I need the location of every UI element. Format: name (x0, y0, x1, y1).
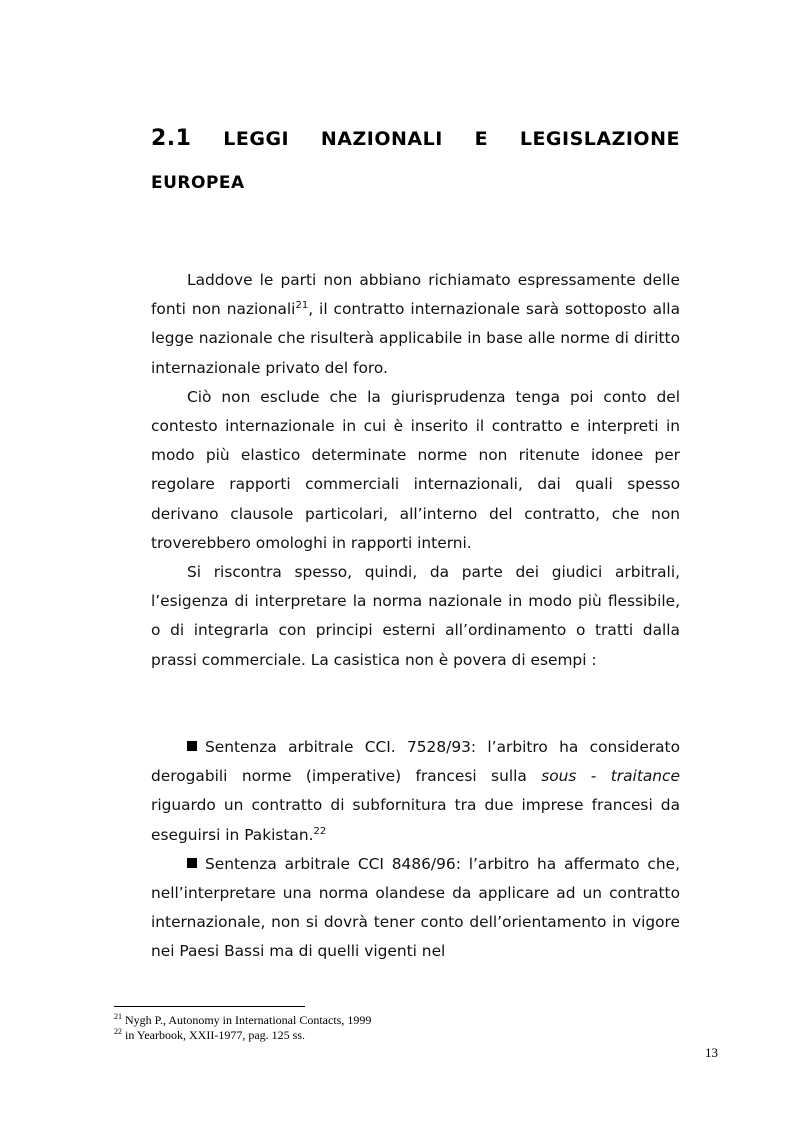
bullet-square-icon (187, 858, 197, 868)
heading-word-1: LEGGI (223, 128, 290, 150)
bullet-square-icon (187, 741, 197, 751)
heading-word-4: LEGISLAZIONE (519, 128, 680, 150)
section-heading (151, 126, 680, 151)
section-heading-continuation: EUROPEA (151, 173, 245, 193)
heading-word-3: E (474, 128, 489, 150)
paragraph-2: Ciò non esclude che la giurisprudenza tenga poi conto del contesto internazionale in cui è inserito il contratto e interpreti in modo più elastico determinate norme non ritenute idonee per regolare rapporti commerciali internazionali, dai quali spesso derivano clausole particolari, all’interno del contratto, che non troverebbero omologhi in rapporti interni. (151, 387, 680, 552)
page-number: 13 (705, 1045, 718, 1060)
footnote-ref-22[interactable]: 22 (313, 825, 327, 837)
footnote-22: $^{22}$ in Yearbook, XXII-1977, pag. 125 ss. (114, 1027, 305, 1042)
list-item: Sentenza arbitrale CCI. 7528/93: l’arbitro ha considerato derogabili norme (imperative) francesi sulla sous - traitance riguardo un contratto di subfornitura tra due imprese francesi da eseguirsi in Pakistan.$^{22}$ (151, 738, 680, 844)
paragraph-3: Si riscontra spesso, quindi, da parte dei giudici arbitrali, l’esigenza di interpretare la norma nazionale in modo più flessibile, o di integrarla con principi esterni all’ordinamento o tratti dalla prassi commerciale. La casistica non è povera di esempi : (151, 563, 680, 669)
footnote-divider (114, 1006, 305, 1007)
footnote-21: $^{21}$ Nygh P., Autonomy in International Contacts, 1999 (114, 1012, 372, 1027)
footnotes (114, 1013, 674, 1043)
heading-word-2: NAZIONALI (320, 128, 443, 150)
body-paragraphs (151, 266, 680, 675)
section-number: 2.1 (151, 126, 192, 151)
paragraph-1: Laddove le parti non abbiano richiamato espressamente delle fonti non nazionali$^{21}$, il contratto internazionale sarà sottoposto alla legge nazionale che risulterà applicabile in base alle norme di diritto internazionale privato del foro. (151, 271, 680, 377)
list-item: Sentenza arbitrale CCI 8486/96: l’arbitro ha affermato che, nell’interpretare una norma olandese da applicare ad un contratto internazionale, non si dovrà tener conto dell’orientamento in vigore nei Paesi Bassi ma di quelli vigenti nel (151, 854, 680, 961)
bullet-list (151, 733, 680, 967)
footnote-ref-21[interactable]: 21 (295, 300, 309, 312)
